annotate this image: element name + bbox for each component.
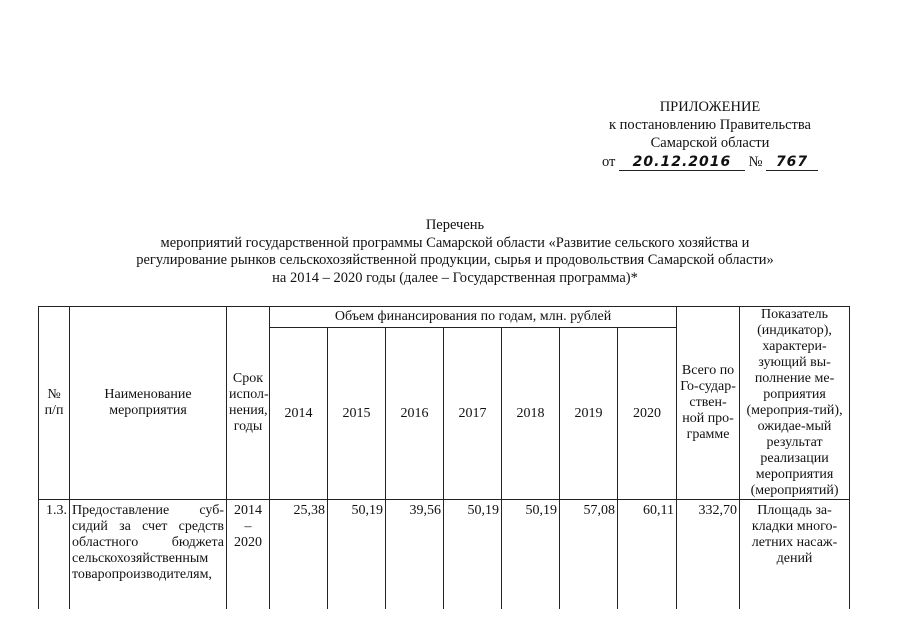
title-line-3: регулирование рынков сельскохозяйственной продукции, сырья и продовольствия Самарской области» — [136, 252, 774, 268]
header-year: 2017 — [444, 328, 502, 500]
header-name: Наименование мероприятия — [70, 307, 227, 500]
header-num: № п/п — [39, 307, 70, 500]
header-year: 2016 — [386, 328, 444, 500]
row-value: 60,11 — [618, 500, 677, 610]
document-title — [70, 217, 840, 287]
row-indicator: Площадь за-кладки много-летних насаж-дений — [740, 500, 850, 610]
measures-table — [38, 306, 850, 609]
date-field — [619, 155, 745, 171]
row-value: 39,56 — [386, 500, 444, 610]
row-name: Предоставление суб-сидий за счет средств областного бюджета сельскохозяйственным товаропроизводителям, — [70, 500, 227, 610]
row-value: 50,19 — [328, 500, 386, 610]
number-field — [766, 155, 818, 171]
header-year: 2020 — [618, 328, 677, 500]
header-term: Срок испол-нения, годы — [227, 307, 270, 500]
row-num: 1.3. — [39, 500, 70, 610]
header-year: 2018 — [502, 328, 560, 500]
appendix-title: ПРИЛОЖЕНИЕ — [659, 99, 761, 115]
appendix-block — [560, 98, 860, 171]
number-prefix: № — [748, 154, 763, 170]
row-value: 57,08 — [560, 500, 618, 610]
row-value: 50,19 — [502, 500, 560, 610]
header-year: 2014 — [270, 328, 328, 500]
header-year: 2015 — [328, 328, 386, 500]
number-value: 767 — [775, 154, 809, 170]
header-year: 2019 — [560, 328, 618, 500]
row-term: 2014 – 2020 — [227, 500, 270, 610]
table-row — [39, 500, 850, 610]
row-value: 25,38 — [270, 500, 328, 610]
title-line-2: мероприятий государственной программы Самарской области «Развитие сельского хозяйства и — [160, 234, 750, 251]
appendix-line-1: к постановлению Правительства — [609, 117, 811, 133]
title-line-1: Перечень — [425, 217, 485, 233]
header-total: Всего по Го-судар-ствен-ной про-грамме — [677, 307, 740, 500]
table-header-row — [39, 307, 850, 328]
title-line-4: на 2014 – 2020 годы (далее – Государственная программа)* — [272, 269, 638, 286]
header-indicator: Показатель (индикатор), характери-зующий вы-полнение ме-роприятия (мероприя-тий), ожидае-мый результат реализации мероприятия (мероприятий) — [740, 307, 850, 500]
header-funding: Объем финансирования по годам, млн. рублей — [270, 307, 677, 328]
row-value: 50,19 — [444, 500, 502, 610]
appendix-date-line — [560, 153, 860, 171]
date-value: 20.12.2016 — [632, 154, 732, 170]
appendix-line-2: Самарской области — [650, 135, 770, 151]
date-prefix: от — [601, 154, 616, 170]
row-total: 332,70 — [677, 500, 740, 610]
